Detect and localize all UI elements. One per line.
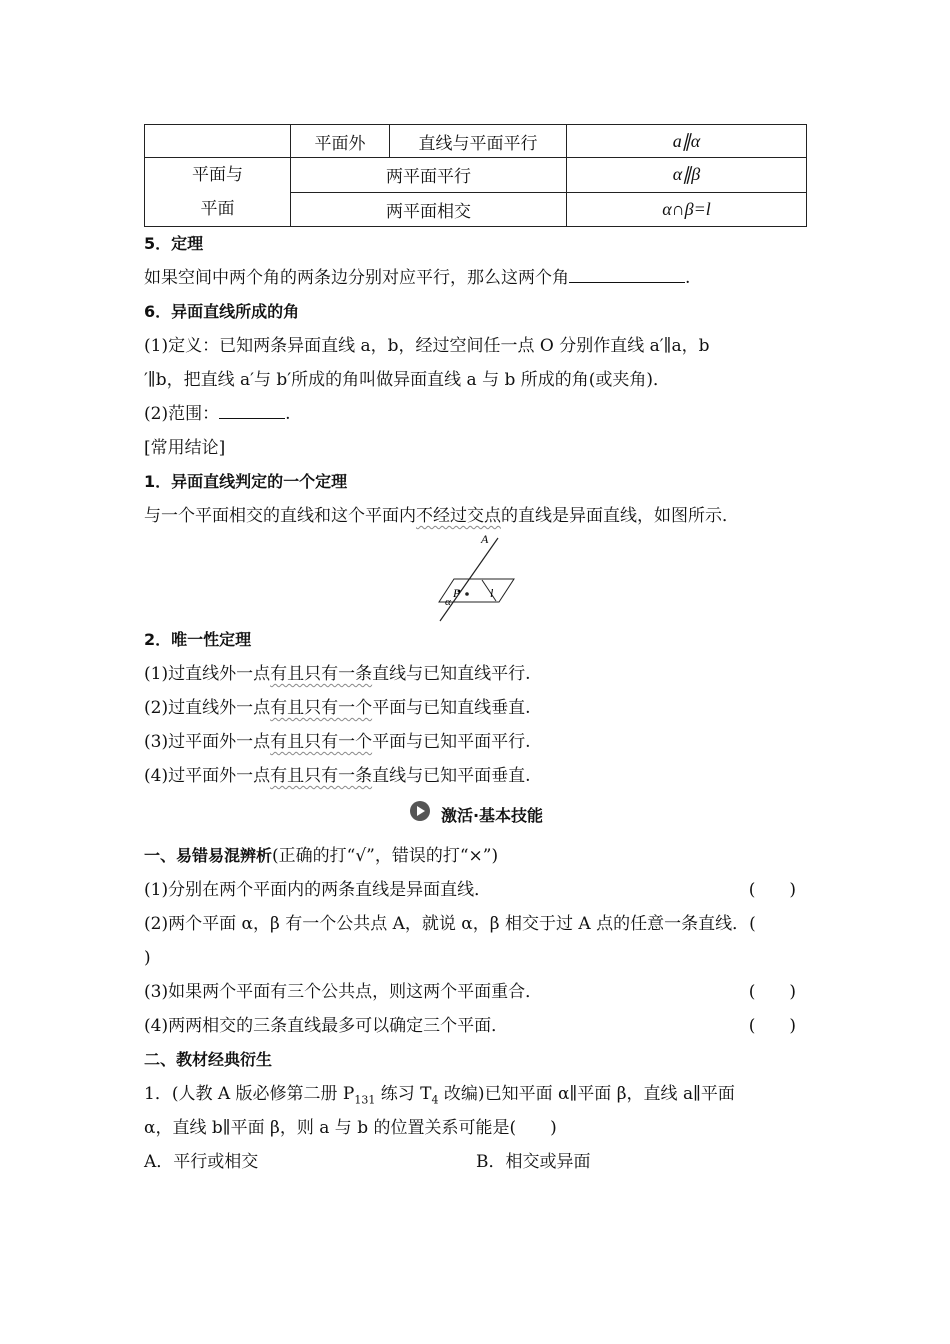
label-a: A (481, 533, 489, 546)
part-1-note: (正确的打“√”，错误的打“×”) (272, 846, 499, 866)
subscript: 131 (354, 1093, 376, 1107)
range-label: (2)范围： (144, 404, 220, 424)
part-1-heading (144, 839, 808, 873)
section-banner (144, 799, 808, 833)
definition-line-2: ′∥b，把直线 a′与 b′所成的角叫做异面直线 a 与 b 所成的角(或夹角)． (144, 370, 671, 390)
question-item: (2)两个平面 α，β 有一个公共点 A，就说 α，β 相交于过 A 点的任意一条直线．( (144, 914, 756, 934)
emphasis: 有且只有一条 (270, 766, 373, 786)
point-p (465, 592, 469, 596)
banner-title: 激活·基本技能 (440, 806, 544, 825)
text-part: 的直线是异面直线，如图所示． (501, 506, 739, 526)
table-cell (145, 125, 291, 158)
relation-table (144, 124, 807, 227)
definition-line-1: (1)定义：已知两条异面直线 a，b，经过空间任一点 O 分别作直线 a′∥a，b (144, 336, 710, 356)
cell-line: 平面 (200, 199, 235, 219)
answer-blank (219, 400, 285, 419)
line-l (482, 580, 496, 601)
question-text: (4)两两相交的三条直线最多可以确定三个平面． (144, 1016, 509, 1036)
figure-svg (144, 533, 808, 623)
cell-line: 平面与 (192, 165, 243, 185)
question-item (144, 1077, 808, 1111)
text-part: (3)过平面外一点 (144, 732, 271, 752)
emphasis: 有且只有一个 (270, 732, 373, 752)
table-row (145, 125, 807, 158)
question-continuation: ) (144, 948, 151, 968)
text-part: 平面与已知直线垂直. (372, 698, 531, 718)
table-cell: a∥α (567, 125, 807, 158)
table-cell: 直线与平面平行 (390, 125, 567, 158)
text-part: 练习 T (375, 1084, 432, 1104)
section-6-title: 6．异面直线所成的角 (144, 302, 300, 321)
text-part: 与一个平面相交的直线和这个平面内 (144, 506, 416, 526)
table-cell: α∥β (567, 158, 807, 193)
skew-lines-figure (144, 533, 808, 623)
emphasis: 不经过交点 (416, 506, 501, 526)
options-row (144, 1145, 808, 1179)
answer-blank (569, 264, 685, 283)
table-cell: 平面外 (291, 125, 390, 158)
text-part: (1)过直线外一点 (144, 664, 271, 684)
table-cell (145, 158, 291, 227)
range-line (144, 397, 808, 431)
text-part: (2)过直线外一点 (144, 698, 271, 718)
emphasis: 有且只有一个 (270, 698, 373, 718)
text-part: 平面与已知平面平行. (372, 732, 531, 752)
conclusion-1-title: 1．异面直线判定的一个定理 (144, 472, 348, 491)
period: . (285, 404, 291, 424)
question-item (144, 1009, 808, 1043)
text-part: 改编)已知平面 α∥平面 β，直线 a∥平面 (438, 1084, 735, 1104)
question-item (144, 975, 808, 1009)
conclusion-2-title: 2．唯一性定理 (144, 630, 252, 649)
option-b: B．相交或异面 (476, 1152, 591, 1172)
question-text: (1)分别在两个平面内的两条直线是异面直线． (144, 880, 492, 900)
uniqueness-item (144, 725, 808, 759)
table-cell: 两平面相交 (291, 192, 567, 227)
emphasis: 有且只有一条 (270, 664, 373, 684)
part-1-title: 一、易错易混辨析 (144, 846, 273, 865)
answer-parens: ( ) (748, 982, 796, 1002)
table-cell: 两平面平行 (291, 158, 567, 193)
section-5-text (144, 261, 808, 295)
page-content (144, 124, 808, 1179)
text-part: (4)过平面外一点 (144, 766, 271, 786)
play-icon (409, 800, 431, 834)
question-text: (3)如果两个平面有三个公共点，则这两个平面重合． (144, 982, 543, 1002)
label-p: P (453, 586, 461, 600)
uniqueness-item (144, 657, 808, 691)
answer-parens: ( ) (748, 880, 796, 900)
answer-parens: ( ) (748, 1016, 796, 1036)
text-part: 1．(人教 A 版必修第二册 P (144, 1084, 355, 1104)
part-2-title: 二、教材经典衍生 (144, 1050, 273, 1069)
period: . (685, 268, 691, 288)
section-5-title: 5．定理 (144, 234, 204, 253)
common-conclusions-title: [常用结论] (144, 438, 226, 458)
theorem-text: 如果空间中两个角的两条边分别对应平行，那么这两个角 (144, 268, 569, 288)
question-item (144, 873, 808, 907)
table-cell: α∩β=l (567, 192, 807, 227)
question-continuation: α，直线 b∥平面 β，则 a 与 b 的位置关系可能是( ) (144, 1118, 557, 1138)
table-row (145, 158, 807, 193)
uniqueness-item (144, 691, 808, 725)
conclusion-1-text (144, 499, 808, 533)
label-l: l (490, 586, 494, 600)
option-a: A．平行或相交 (144, 1152, 259, 1172)
text-part: 直线与已知直线平行. (372, 664, 531, 684)
uniqueness-item (144, 759, 808, 793)
label-alpha: α (445, 596, 451, 608)
subscript: 4 (431, 1093, 439, 1107)
text-part: 直线与已知平面垂直. (372, 766, 531, 786)
